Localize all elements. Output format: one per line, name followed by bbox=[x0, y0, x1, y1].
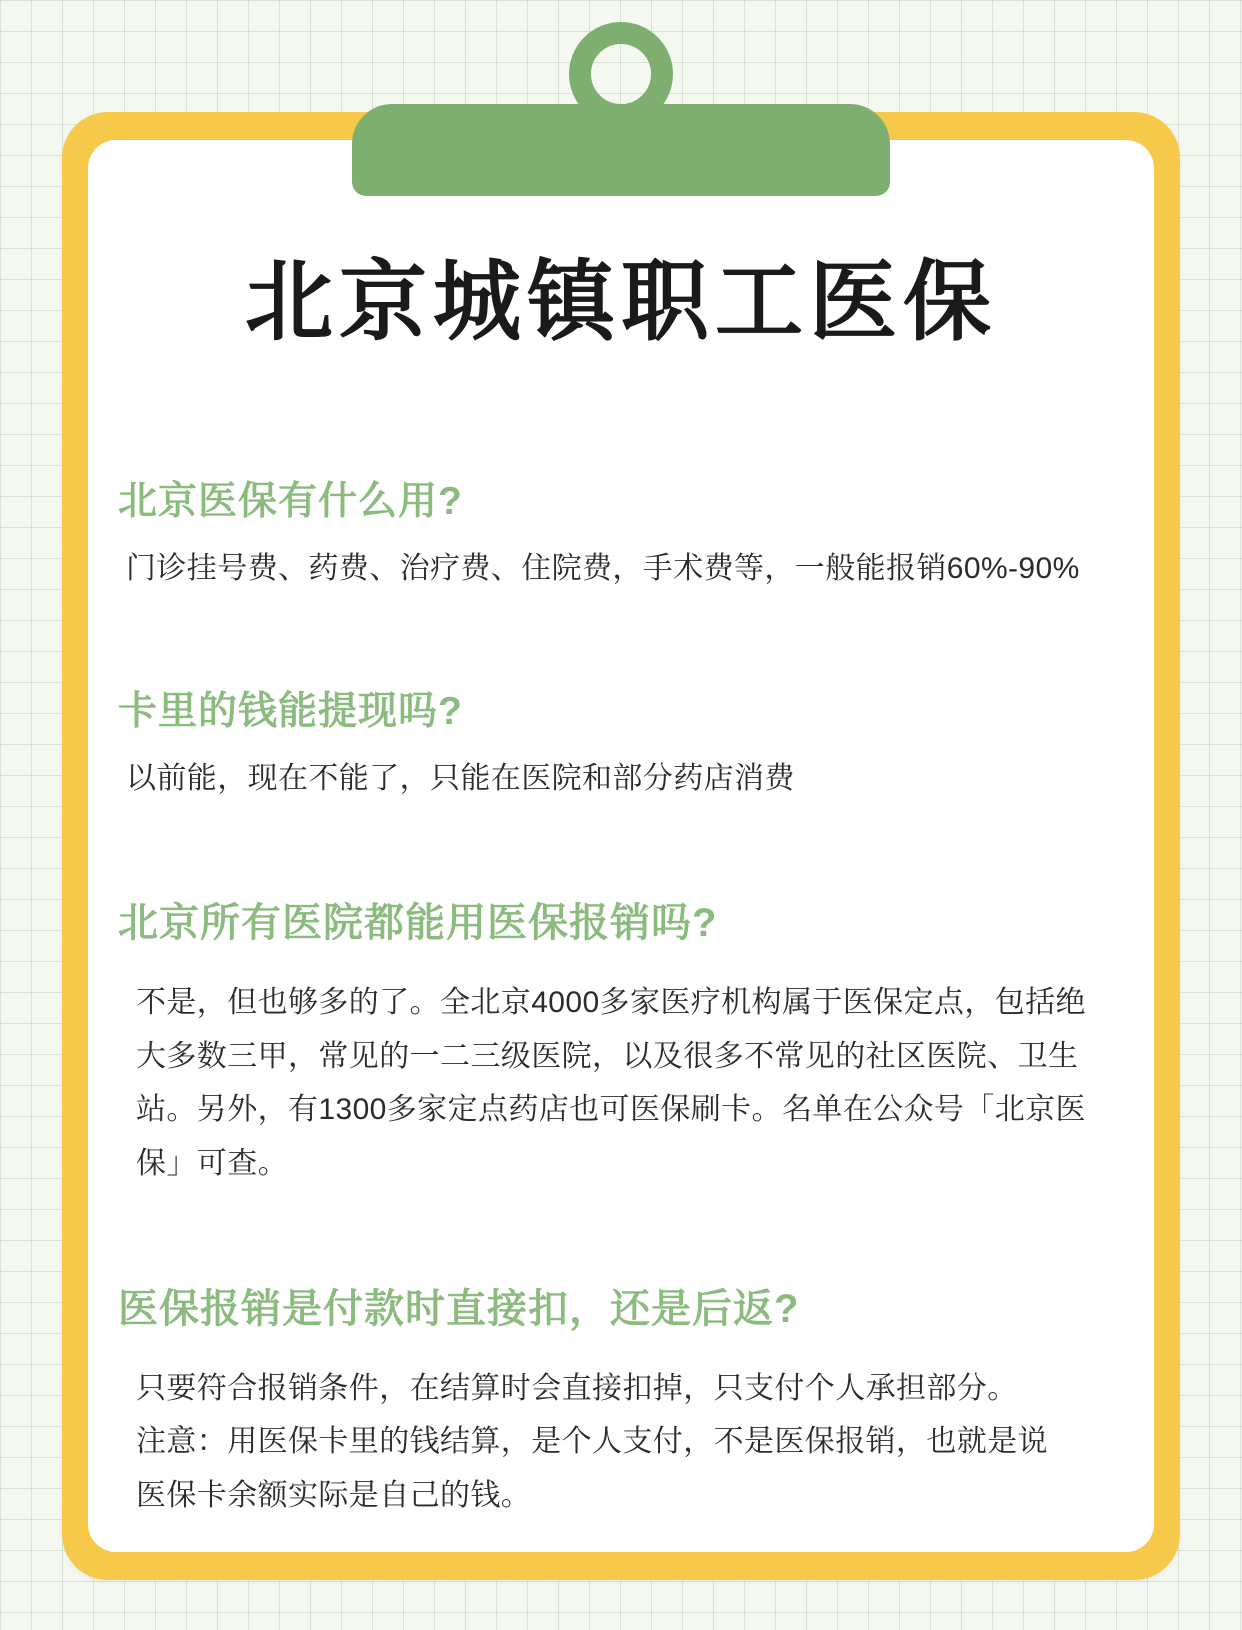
qa-question-2: 卡里的钱能提现吗? bbox=[118, 690, 463, 734]
qa-answer-4 bbox=[118, 1362, 1124, 1522]
qa-list bbox=[0, 476, 1242, 1522]
qa-answer-3 bbox=[118, 976, 1124, 1190]
qa-answer-1 bbox=[118, 543, 1124, 595]
qa-answer-line: 注意：用医保卡里的钱结算，是个人支付，不是医保报销，也就是说 bbox=[136, 1425, 1048, 1459]
qa-answer-line: 站。另外，有1300多家定点药店也可医保刷卡。名单在公众号「北京医 bbox=[136, 1093, 1086, 1127]
qa-section-4 bbox=[118, 1282, 1124, 1522]
page-title: 北京城镇职工医保 bbox=[244, 252, 997, 351]
qa-answer-line: 只要符合报销条件，在结算时会直接扣掉，只支付个人承担部分。 bbox=[136, 1372, 1018, 1406]
qa-section-1 bbox=[118, 476, 1124, 594]
qa-answer-2 bbox=[118, 753, 1124, 805]
qa-answer-line: 以前能，现在不能了，只能在医院和部分药店消费 bbox=[126, 761, 795, 795]
qa-question-3: 北京所有医院都能用医保报销吗? bbox=[118, 901, 718, 946]
qa-answer-line: 大多数三甲，常见的一二三级医院，以及很多不常见的社区医院、卫生 bbox=[136, 1039, 1079, 1073]
qa-answer-line: 保」可查。 bbox=[136, 1146, 288, 1180]
qa-section-2 bbox=[118, 686, 1124, 804]
qa-question-4: 医保报销是付款时直接扣，还是后返? bbox=[118, 1287, 800, 1332]
qa-section-3 bbox=[118, 896, 1124, 1190]
qa-answer-line: 不是，但也够多的了。全北京4000多家医疗机构属于医保定点，包括绝 bbox=[136, 986, 1086, 1020]
qa-answer-line: 医保卡余额实际是自己的钱。 bbox=[136, 1478, 532, 1512]
qa-answer-line: 门诊挂号费、药费、治疗费、住院费，手术费等，一般能报销60%-90% bbox=[126, 551, 1080, 585]
qa-question-1: 北京医保有什么用? bbox=[118, 480, 463, 523]
